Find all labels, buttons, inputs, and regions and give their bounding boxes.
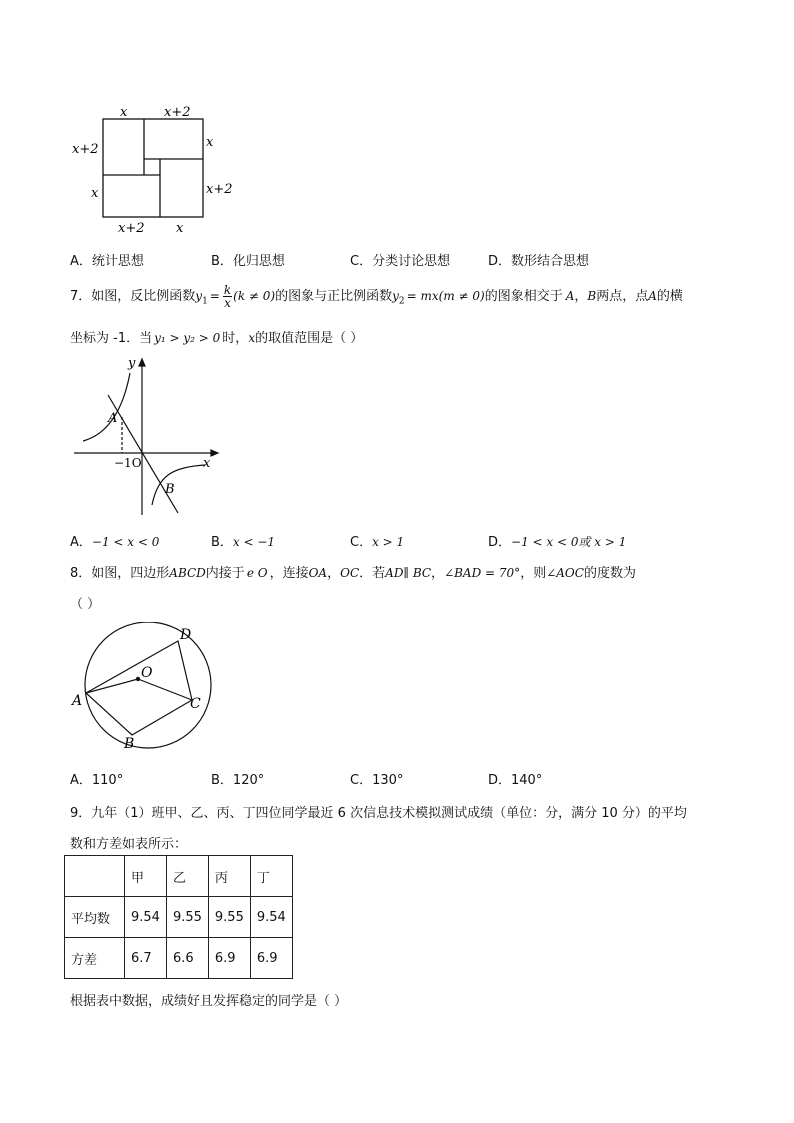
q8-angle-bad: ∠BAD = 70° [444, 566, 521, 580]
q7-text-3: 的图象相交于 [484, 289, 563, 304]
q7-option-b-math: x < −1 [232, 535, 276, 549]
table-cell: 6.9 [250, 938, 292, 979]
q7-label-origin: −1O [114, 456, 142, 470]
q7-sub2: 2 [398, 296, 405, 307]
score-table [64, 855, 293, 979]
q8-option-d: D．140° [488, 773, 543, 788]
q8-oc: OC [340, 566, 360, 580]
q8-text-5: ，则 [520, 566, 547, 581]
table-row [65, 938, 293, 979]
q7-inequality: y₁ > y₂ > 0 [154, 331, 221, 345]
q6-option-d: D．数形结合思想 [488, 254, 590, 269]
q7-eq1: = [209, 289, 220, 303]
q8-option-b: B．120° [211, 773, 265, 788]
table-cell: 6.6 [166, 938, 208, 979]
table-row [65, 897, 293, 938]
q7-l2-b: 时， [222, 331, 249, 346]
table-cell: 9.55 [208, 897, 250, 938]
q7-option-a-label: A． [70, 535, 92, 550]
table-header-cell: 乙 [166, 856, 208, 897]
q7-graph [70, 355, 230, 520]
q7-label-b: B [165, 482, 175, 497]
label-bottom-right: x [176, 221, 184, 236]
q7-option-c-math: x > 1 [372, 535, 405, 549]
table-cell: 6.7 [125, 938, 167, 979]
q7-fraction [223, 284, 232, 309]
q7-sub1: 1 [202, 296, 208, 307]
table-header-cell [65, 856, 125, 897]
q7-option-d-math: −1 < x < 0或 x > 1 [511, 535, 627, 549]
q7-text-5: 的横 [656, 289, 683, 304]
q8-option-a: A．110° [70, 773, 124, 788]
q7-l2-x: x [248, 331, 256, 345]
table-header-cell: 丁 [250, 856, 292, 897]
q7-frac-den: x [224, 296, 231, 310]
label-left-bottom: x [91, 186, 99, 201]
table-header-row [65, 856, 293, 897]
q8-label-b: B [124, 736, 135, 752]
label-top-right: x+2 [164, 105, 191, 120]
q7-option-b-label: B． [211, 535, 233, 550]
q7-line2 [70, 327, 363, 346]
label-top-left: x [120, 105, 128, 120]
q7-y2: y [392, 289, 399, 303]
q8-label-d: D [180, 627, 192, 643]
q7-frac-num: k [223, 283, 232, 297]
q7-y1: y [195, 289, 203, 303]
q7-eq2: = mx(m ≠ 0) [406, 289, 485, 303]
label-left-top: x+2 [72, 142, 99, 157]
q7-option-a-math: −1 < x < 0 [91, 535, 160, 549]
q7-label-a: A [108, 411, 118, 426]
q8-quad: ABCD [169, 566, 206, 580]
q7-text-1: 7．如图，反比例函数 [70, 289, 196, 304]
q7-pt-a: A [565, 289, 575, 303]
table-cell: 方差 [65, 938, 125, 979]
q8-oa: OA [308, 566, 328, 580]
figure-square-rectangles [66, 100, 246, 240]
q9-line2: 数和方差如表所示： [70, 837, 188, 852]
q8-line2 [70, 593, 100, 612]
q8-parallel: AD∥ BC [385, 566, 432, 580]
q6-option-a: A．统计思想 [70, 254, 144, 269]
q8-option-c: C．130° [350, 773, 404, 788]
q7-cond1: (k ≠ 0) [233, 289, 276, 303]
q8-line1 [70, 562, 636, 581]
table-cell: 9.54 [125, 897, 167, 938]
q8-text-4: ．若 [359, 566, 386, 581]
q7-option-d [488, 531, 626, 550]
q7-pt-b: B [587, 289, 597, 303]
table-cell: 9.55 [166, 897, 208, 938]
q6-option-b: B．化归思想 [211, 254, 285, 269]
table-header-cell: 丙 [208, 856, 250, 897]
q7-l2-a: 坐标为 -1．当 [70, 331, 153, 346]
label-right-bottom: x+2 [206, 182, 233, 197]
q8-text-2: 内接于 [205, 566, 245, 581]
label-right-top: x [206, 135, 214, 150]
q7-option-b [211, 531, 275, 550]
q8-text-3: ，连接 [269, 566, 309, 581]
q7-line1 [70, 284, 683, 309]
q8-paren: （ ） [70, 597, 101, 612]
q7-text-2: 的图象与正比例函数 [275, 289, 393, 304]
q8-graph [68, 622, 218, 752]
q7-option-d-label: D． [488, 535, 512, 550]
q7-label-y: y [128, 356, 136, 371]
q8-sep: ， [327, 566, 341, 581]
q7-label-x: x [203, 456, 211, 471]
q7-pt-a2: A [648, 289, 657, 303]
q8-label-a: A [72, 693, 83, 709]
q9-line3: 根据表中数据，成绩好且发挥稳定的同学是（ ） [70, 994, 348, 1009]
q9-line1: 9．九年（1）班甲、乙、丙、丁四位同学最近 6 次信息技术模拟测试成绩（单位：分，满分 10 分）的平均 [70, 806, 687, 821]
q8-text-1: 8．如图，四边形 [70, 566, 170, 581]
table-cell: 9.54 [250, 897, 292, 938]
q7-text-4: 两点，点 [596, 289, 649, 304]
q7-option-c [350, 531, 404, 550]
q7-l2-c: 的取值范围是（ ） [255, 331, 364, 346]
q7-option-a [70, 531, 159, 550]
label-bottom-left: x+2 [118, 221, 145, 236]
q8-sep2: ， [431, 566, 445, 581]
q7-option-c-label: C． [350, 535, 373, 550]
q7-sep: ， [574, 289, 588, 304]
table-cell: 6.9 [208, 938, 250, 979]
q8-text-6: 的度数为 [583, 566, 636, 581]
q8-label-o: O [141, 665, 153, 681]
q6-option-c: C．分类讨论思想 [350, 254, 451, 269]
table-header-cell: 甲 [125, 856, 167, 897]
q8-angle-aoc: ∠AOC [546, 566, 584, 580]
table-cell: 平均数 [65, 897, 125, 938]
q8-label-c: C [190, 696, 201, 712]
q8-circle: e O [246, 566, 268, 580]
